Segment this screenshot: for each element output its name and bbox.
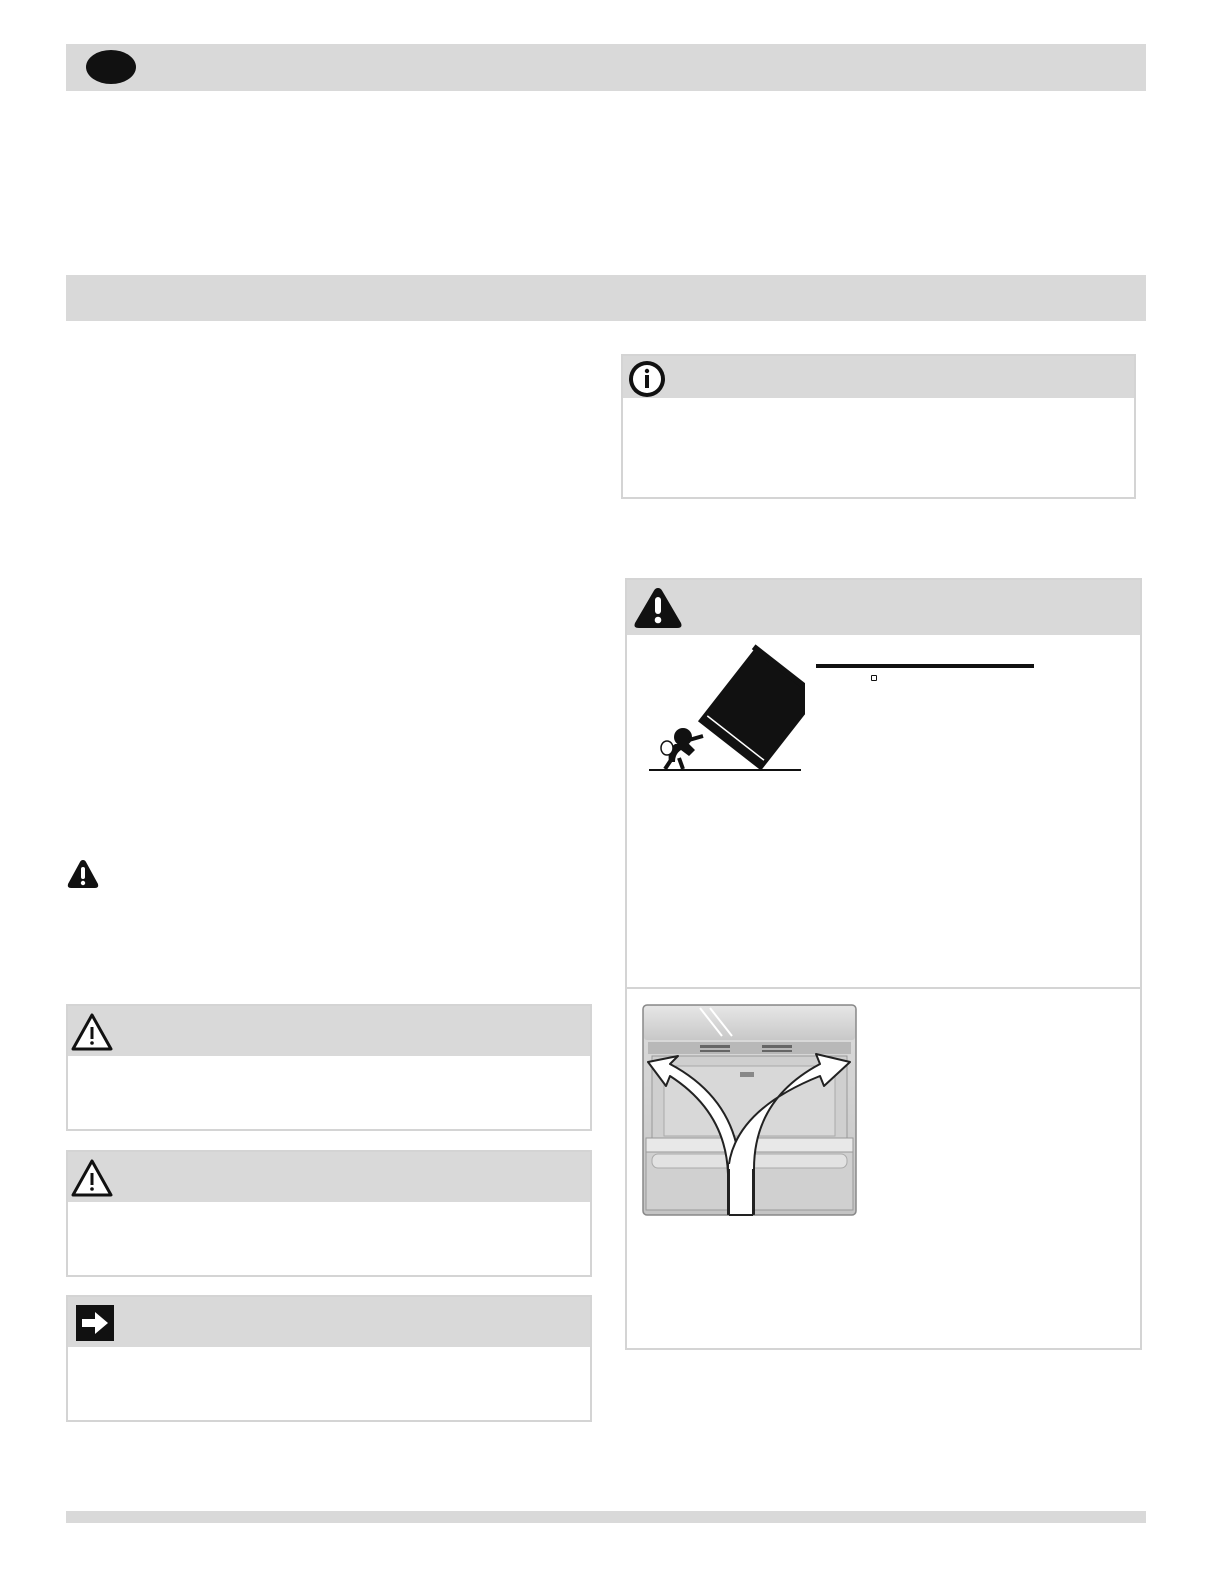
anti-tip-warning-header (627, 580, 1140, 635)
page-header-band (66, 44, 1146, 91)
warning-notice-header (68, 1152, 590, 1202)
info-notice-header (623, 356, 1134, 398)
warning-notice-header (68, 1006, 590, 1056)
warning-outline-icon (70, 1012, 114, 1052)
oven-door-airflow-illustration (642, 1004, 858, 1217)
warning-triangle-icon (66, 858, 100, 890)
warning-triangle-icon (632, 586, 684, 630)
info-circle-icon (627, 359, 667, 399)
section-title-band (66, 275, 1146, 321)
page-footer-band (66, 1511, 1146, 1523)
heading-rule (816, 664, 1034, 668)
child-tipping-range-illustration (645, 640, 805, 775)
warning-outline-icon (70, 1158, 114, 1198)
tip-notice-box (66, 1295, 592, 1422)
anti-tip-warning-box (625, 578, 1142, 1350)
small-mark-icon (871, 675, 877, 681)
warning-notice-box-2 (66, 1150, 592, 1277)
arrow-right-icon (76, 1305, 114, 1341)
info-notice-box (621, 354, 1136, 499)
tip-notice-header (68, 1297, 590, 1347)
section-divider (627, 987, 1140, 989)
warning-notice-box-1 (66, 1004, 592, 1131)
language-badge-icon (86, 50, 136, 84)
